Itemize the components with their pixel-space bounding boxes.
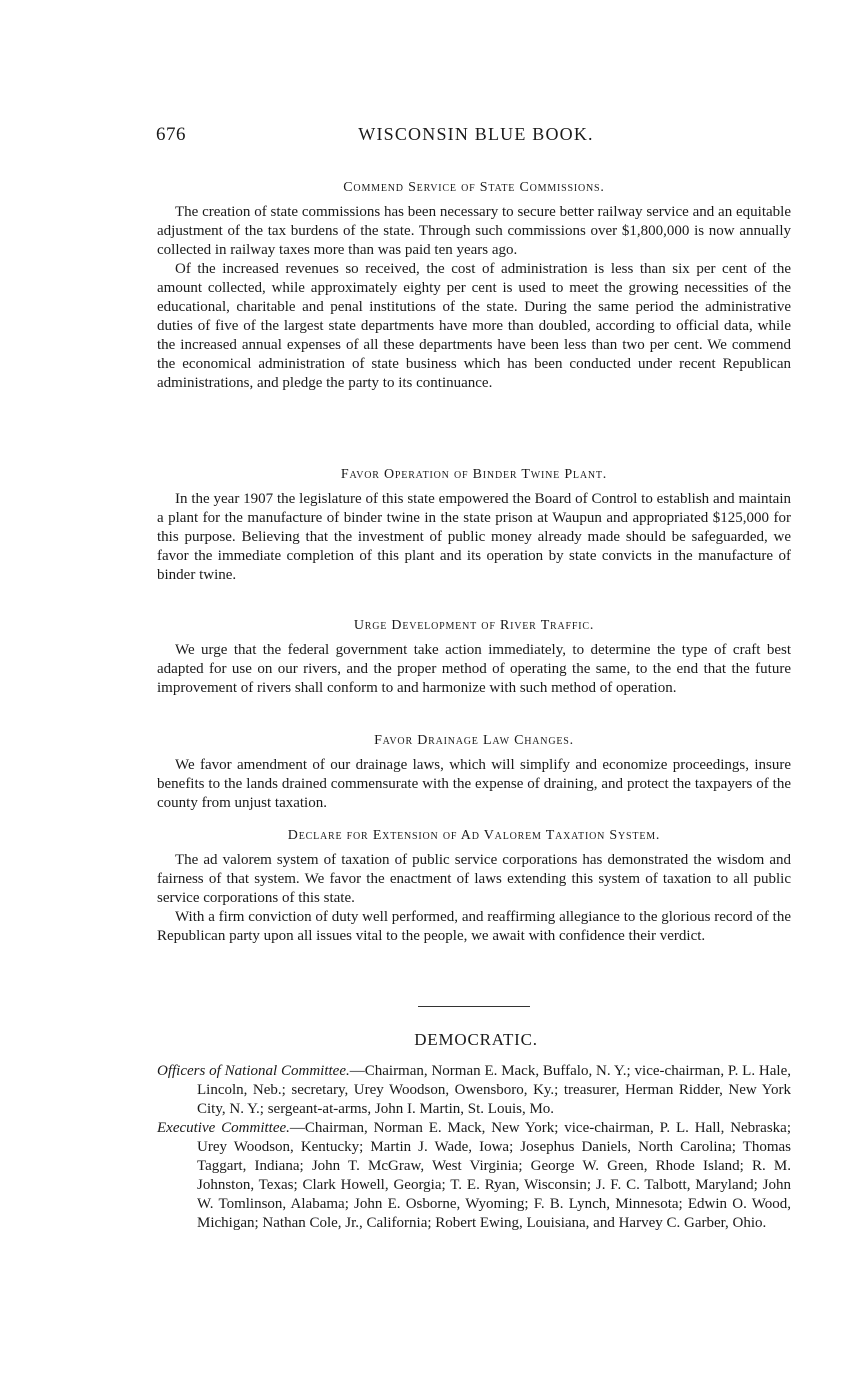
democratic-entries xyxy=(157,1062,791,1233)
page-number: 676 xyxy=(156,124,186,145)
section-divider xyxy=(418,1006,530,1007)
paragraph: We urge that the federal government take action immediately, to determine the type of craft best adapted for use on our rivers, and the proper method of operating the same, to the end that the future improvement of rivers shall conform to and harmonize with such method of operation. xyxy=(157,642,791,696)
entry-text: —Chairman, Norman E. Mack, New York; vice-chairman, P. L. Hall, Nebraska; Urey Woodson, Kentucky; Martin J. Wade, Iowa; Josephus Daniels, North Carolina; Thomas Taggart, Indiana; John T. McGraw, West Virginia; George W. Green, Rhode Island; R. M. Johnston, Texas; Clark Howell, Georgia; T. E. Ryan, Wisconsin; J. F. C. Talbott, Maryland; John W. Tomlinson, Alabama; John E. Osborne, Wyoming; F. B. Lynch, Minnesota; Edwin O. Wood, Michigan; Nathan Cole, Jr., California; Robert Ewing, Louisiana, and Harvey C. Garber, Ohio. xyxy=(197,1120,791,1231)
entry-text: —Chairman, Norman E. Mack, Buffalo, N. Y.; vice-chairman, P. L. Hale, Lincoln, Neb.; secretary, Urey Woodson, Owensboro, Ky.; treasurer, Herman Ridder, New York City, N. Y.; sergeant-at-arms, John I. Martin, St. Louis, Mo. xyxy=(197,1063,791,1117)
section-heading: Favor Drainage Law Changes. xyxy=(374,733,574,748)
section-drainage-law xyxy=(157,731,791,813)
entry-executive-committee xyxy=(157,1119,791,1233)
entry-lead: Executive Committee. xyxy=(157,1120,290,1136)
book-title: WISCONSIN BLUE BOOK. xyxy=(358,124,594,144)
section-heading: Commend Service of State Commissions. xyxy=(343,180,605,195)
paragraph: The creation of state commissions has been necessary to secure better railway service and an equitable adjustment of the tax burdens of the state. Through such commissions over $1,800,000 is now annually collected in railway taxes more than was paid ten years ago. xyxy=(157,204,791,258)
paragraph: Of the increased revenues so received, the cost of administration is less than six per cent of the amount collected, while approximately eighty per cent is used to meet the growing necessities of the educational, charitable and penal institutions of the state. During the same period the administrative duties of five of the largest state departments have more than doubled, according to official data, while the increased annual expenses of all these departments have been less than two per cent. We commend the economical administration of state business which has been conducted under recent Republican administrations, and pledge the party to its continuance. xyxy=(157,261,791,391)
section-heading: Favor Operation of Binder Twine Plant. xyxy=(340,467,608,482)
section-commend-service xyxy=(157,178,791,393)
section-heading: Urge Development of River Traffic. xyxy=(353,618,595,633)
section-heading: Declare for Extension of Ad Valorem Taxation System. xyxy=(287,828,661,843)
paragraph: We favor amendment of our drainage laws, which will simplify and economize proceedings, insure benefits to the lands drained commensurate with the expense of draining, and protect the taxpayers of the county from unjust taxation. xyxy=(157,757,791,811)
democratic-heading: DEMOCRATIC. xyxy=(414,1030,538,1049)
section-river-traffic xyxy=(157,616,791,698)
section-ad-valorem xyxy=(157,826,791,946)
paragraph: In the year 1907 the legislature of this state empowered the Board of Control to establish and maintain a plant for the manufacture of binder twine in the state prison at Waupun and appropriated $125,000 for this purpose. Believing that the investment of public money already made should be safeguarded, we favor the immediate completion of this plant and its operation by state convicts in the manufacture of binder twine. xyxy=(157,491,791,583)
entry-lead: Officers of National Committee. xyxy=(157,1063,350,1079)
paragraph: With a firm conviction of duty well performed, and reaffirming allegiance to the glorious record of the Republican party upon all issues vital to the people, we await with confidence their verdict. xyxy=(157,909,791,944)
running-head xyxy=(156,124,796,150)
entry-national-committee xyxy=(157,1062,791,1119)
paragraph: The ad valorem system of taxation of public service corporations has demonstrated the wisdom and fairness of that system. We favor the enactment of laws extending this system of taxation to all public service corporations of this state. xyxy=(157,852,791,906)
section-binder-twine xyxy=(157,465,791,585)
